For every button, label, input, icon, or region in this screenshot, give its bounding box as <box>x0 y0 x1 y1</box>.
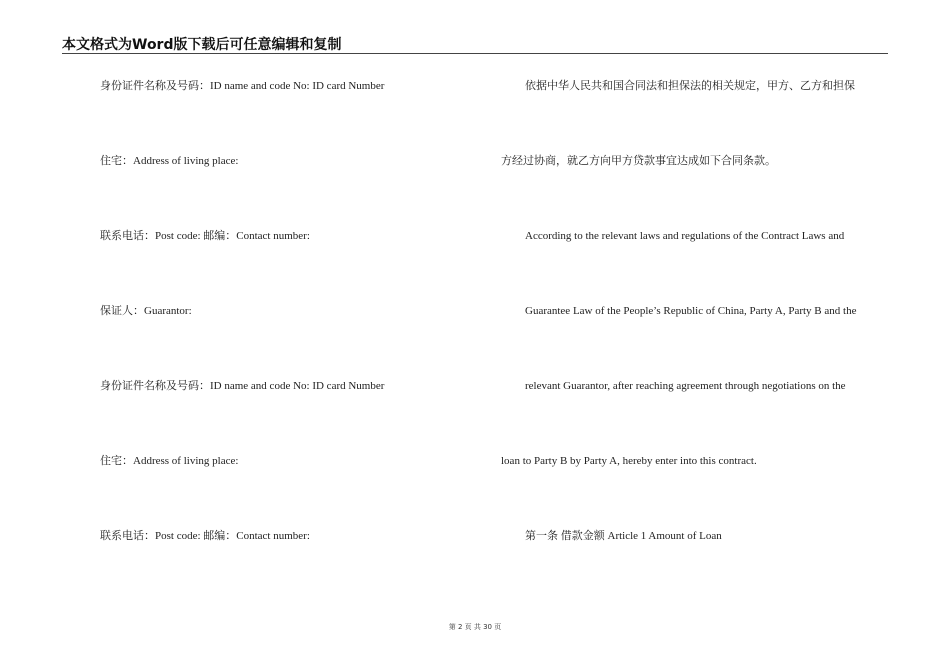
left-line-id-document: 身份证件名称及号码：ID name and code No: ID card Number <box>100 80 385 92</box>
right-line-preamble-en-2: Guarantee Law of the People’s Republic of China, Party A, Party B and the <box>525 305 857 317</box>
article-1-heading: 第一条 借款金额 Article 1 Amount of Loan <box>525 530 722 542</box>
left-line-address: 住宅：Address of living place: <box>100 155 239 167</box>
right-line-preamble-en-3: relevant Guarantor, after reaching agreement through negotiations on the <box>525 380 846 392</box>
left-line-guarantor-address: 住宅：Address of living place: <box>100 455 239 467</box>
header-divider <box>62 53 888 54</box>
right-line-preamble-cn-1: 依据中华人民共和国合同法和担保法的相关规定，甲方、乙方和担保 <box>525 80 855 92</box>
right-line-preamble-cn-2: 方经过协商，就乙方向甲方贷款事宜达成如下合同条款。 <box>501 155 776 167</box>
right-line-preamble-en-4: loan to Party B by Party A, hereby enter into this contract. <box>501 455 757 467</box>
page-number-footer: 第 2 页 共 30 页 <box>448 623 502 631</box>
left-line-guarantor: 保证人：Guarantor: <box>100 305 192 317</box>
left-line-guarantor-id-document: 身份证件名称及号码：ID name and code No: ID card Number <box>100 380 385 392</box>
page-header-title: 本文格式为Word版下载后可任意编辑和复制 <box>62 37 342 53</box>
right-line-preamble-en-1: According to the relevant laws and regulations of the Contract Laws and <box>525 230 845 242</box>
left-line-contact: 联系电话：Post code: 邮编：Contact number: <box>100 230 310 242</box>
left-line-guarantor-contact: 联系电话：Post code: 邮编：Contact number: <box>100 530 310 542</box>
